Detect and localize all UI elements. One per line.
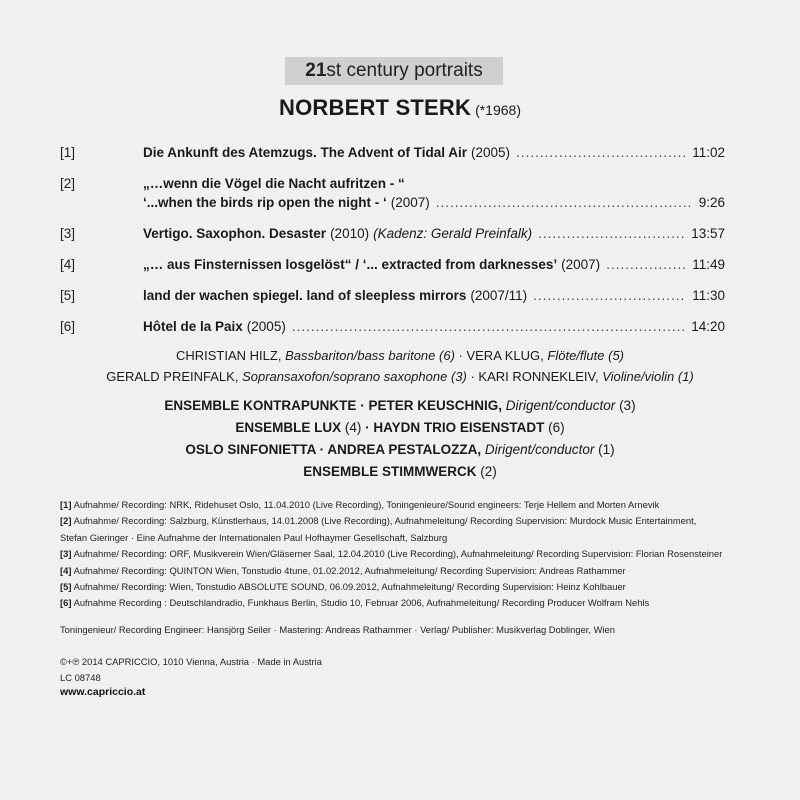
ensemble-tracks: (6): [548, 420, 565, 435]
track-number: [1]: [60, 145, 76, 160]
track-duration: 11:30: [692, 288, 725, 303]
track-title: Hôtel de la Paix: [143, 319, 243, 334]
track-row: [60, 174, 725, 212]
ensemble-role: Dirigent/conductor: [505, 398, 616, 413]
track-line: [143, 193, 725, 212]
track-row: [60, 224, 725, 243]
track-title: „… aus Finsternissen losgelöst“ / ‘... extracted from darknesses’: [143, 257, 558, 272]
track-duration: 11:02: [692, 145, 725, 160]
ensemble-name: ANDREA PESTALOZZA,: [327, 442, 482, 457]
track-year: (2005): [471, 145, 511, 160]
track-line: [143, 317, 725, 336]
performer-role: Bassbariton/bass baritone: [285, 348, 436, 363]
track-year: (2007/11): [470, 288, 528, 303]
track-duration: 9:26: [698, 195, 725, 210]
recording-number: [6]: [60, 597, 72, 609]
series-label: [285, 57, 503, 85]
performer-role: Sopransaxofon/soprano saxophone: [242, 369, 448, 384]
recording-text: Aufnahme Recording : Deutschlandradio, Funkhaus Berlin, Studio 10, Februar 2006, Aufnahmeleitung/ Recording Producer Wolfram Nehls: [73, 597, 650, 609]
ensemble-tracks: (4): [344, 420, 362, 435]
track-row: [60, 255, 725, 274]
track-line: [143, 224, 725, 243]
track-number: [5]: [60, 288, 76, 303]
track-title: Die Ankunft des Atemzugs. The Advent of Tidal Air: [143, 145, 468, 160]
track-year: (2010): [330, 226, 370, 241]
track-title: Vertigo. Saxophon. Desaster: [143, 226, 327, 241]
track-number: [2]: [60, 176, 76, 191]
recording-text: Aufnahme/ Recording: Salzburg, Künstlerhaus, 14.01.2008 (Live Recording), Aufnahmeleitung/ Recording Supervision: Murdock Music Entertainment,: [73, 515, 697, 527]
recording-line: [60, 579, 760, 595]
performer-tracks: (5): [608, 348, 625, 363]
recording-line: [60, 563, 760, 579]
track-duration: 14:20: [691, 319, 725, 334]
track-note: (Kadenz: Gerald Preinfalk): [373, 226, 533, 241]
performer-name: GERALD PREINFALK,: [106, 369, 239, 384]
composer-name: NORBERT STERK: [279, 95, 472, 120]
track-number: [3]: [60, 226, 76, 241]
ensemble-name: HAYDN TRIO EISENSTADT: [373, 420, 545, 435]
leader-dots: [538, 224, 685, 243]
track-line: [143, 286, 725, 305]
track-body: [143, 174, 725, 212]
recording-number: [5]: [60, 581, 72, 593]
recording-line: [60, 497, 760, 513]
ensemble-name: PETER KEUSCHNIG,: [368, 398, 502, 413]
track-row: [60, 286, 725, 305]
track-title: „…wenn die Vögel die Nacht aufritzen - “: [143, 176, 405, 191]
track-line: [143, 174, 725, 193]
engineer-credits: Toningenieur/ Recording Engineer: Hansjörg Seiler · Mastering: Andreas Rathammer · Verlag/ Publisher: Musikverlag Doblinger, Wien: [60, 624, 615, 635]
legal-info: [60, 654, 322, 686]
leader-dots: [516, 143, 686, 162]
recording-text: Aufnahme/ Recording: Wien, Tonstudio ABSOLUTE SOUND, 06.09.2012, Aufnahmeleitung/ Recording Supervision: Heinz Kohlbauer: [73, 581, 626, 593]
separator: ·: [361, 420, 374, 435]
separator: ·: [315, 442, 328, 457]
website-url: www.capriccio.at: [60, 686, 146, 698]
soloist-credits: [0, 345, 800, 387]
leader-dots: [533, 286, 686, 305]
track-row: [60, 317, 725, 336]
recording-line: [60, 595, 760, 611]
ensemble-name: ENSEMBLE LUX: [235, 420, 342, 435]
track-body: [143, 143, 725, 162]
recording-line: [60, 513, 760, 529]
performer-tracks: (6): [439, 348, 455, 363]
track-line: [143, 255, 725, 274]
copyright-line: ©+℗ 2014 CAPRICCIO, 1010 Vienna, Austria · Made in Austria: [60, 656, 322, 667]
recording-number: [2]: [60, 515, 72, 527]
track-number: [4]: [60, 257, 76, 272]
track-body: [143, 286, 725, 305]
recording-number: [1]: [60, 499, 72, 510]
track-body: [143, 317, 725, 336]
track-row: [60, 143, 725, 162]
series-label-text: st century portraits: [326, 60, 483, 81]
track-body: [143, 255, 725, 274]
soloist-line: [0, 345, 800, 366]
performer-name: KARI RONNEKLEIV,: [478, 369, 599, 384]
recording-text: Stefan Gieringer · Eine Aufnahme der Internationalen Paul Hofhaymer Gesellschaft, Salzburg: [60, 531, 448, 543]
recording-notes: [60, 497, 760, 612]
leader-dots: [292, 317, 685, 336]
ensemble-line: [0, 461, 800, 483]
leader-dots: [606, 255, 686, 274]
recording-line: [60, 546, 760, 562]
performer-role: Flöte/flute: [547, 348, 605, 363]
performer-role: Violine/violin: [602, 369, 675, 384]
track-number: [6]: [60, 319, 76, 334]
ensemble-name: ENSEMBLE KONTRAPUNKTE: [164, 398, 357, 413]
track-body: [143, 224, 725, 243]
track-duration: 13:57: [691, 226, 725, 241]
recording-text: Aufnahme/ Recording: NRK, Ridehuset Oslo, 11.04.2010 (Live Recording), Toningenieure/Sound engineers: Terje Hellem and Morten Arnevik: [73, 499, 660, 510]
performer-name: CHRISTIAN HILZ,: [175, 348, 282, 363]
ensemble-line: [0, 439, 800, 461]
ensemble-name: OSLO SINFONIETTA: [185, 442, 316, 457]
ensemble-line: [0, 417, 800, 439]
ensemble-tracks: (3): [619, 398, 636, 413]
track-year: (2005): [246, 319, 286, 334]
label-code: LC 08748: [60, 672, 101, 683]
track-duration: 11:49: [692, 257, 725, 272]
composer-years: (*1968): [475, 102, 521, 118]
ensemble-line: [0, 395, 800, 417]
separator: ·: [466, 369, 479, 384]
recording-text: Aufnahme/ Recording: QUINTON Wien, Tonstudio 4tune, 01.02.2012, Aufnahmeleitung/ Recording Supervision: Andreas Rathammer: [73, 564, 626, 576]
track-year: (2007): [390, 195, 430, 210]
separator: ·: [454, 348, 467, 363]
recording-line: [60, 530, 760, 546]
composer-heading: [0, 94, 800, 124]
track-year: (2007): [561, 257, 601, 272]
performer-tracks: (3): [450, 369, 467, 384]
track-line: [143, 143, 725, 162]
ensemble-tracks: (2): [480, 464, 497, 479]
track-title: ‘...when the birds rip open the night - ‘: [143, 195, 387, 210]
recording-number: [4]: [60, 564, 72, 576]
track-list: [60, 143, 725, 348]
ensemble-credits: [0, 395, 800, 483]
performer-tracks: (1): [677, 369, 694, 384]
ensemble-name: ENSEMBLE STIMMWERCK: [303, 464, 477, 479]
recording-text: Aufnahme/ Recording: ORF, Musikverein Wien/Gläserner Saal, 12.04.2010 (Live Recording), Aufnahmeleitung/ Recording Supervision: Florian Rosensteiner: [73, 548, 723, 560]
separator: ·: [356, 398, 369, 413]
ensemble-tracks: (1): [598, 442, 615, 457]
ensemble-role: Dirigent/conductor: [484, 442, 595, 457]
track-title: land der wachen spiegel. land of sleepless mirrors: [143, 288, 467, 303]
recording-number: [3]: [60, 548, 72, 560]
soloist-line: [0, 366, 800, 387]
series-label-number: 21: [305, 60, 327, 81]
performer-name: VERA KLUG,: [466, 348, 544, 363]
leader-dots: [436, 193, 693, 212]
